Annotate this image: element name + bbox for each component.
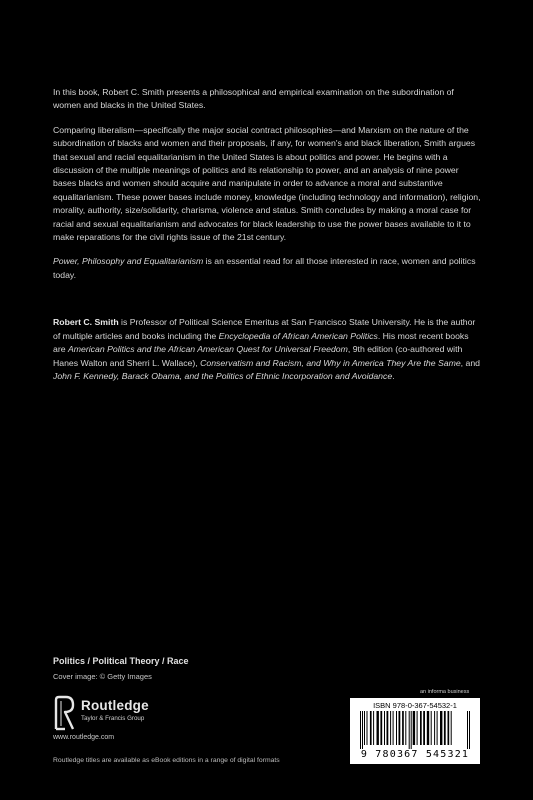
- description-paragraph: Comparing liberalism—specifically the major social contract philosophies—and Marxism on the nature of the subordination of blacks and women and their proposals, if any, for women's and black liberation, Smith argues that sexual and racial equalitarianism in the United States is about politics and power. He begins with a discussion of the multiple meanings of politics and its relationship to power, and an analysis of nine power bases blacks and women should acquire and manipulate in order to advance a moral and substantive equalitarianism. These power bases include money, knowledge (including technology and information), religion, morality, authority, size/solidarity, charisma, violence and status. Smith concludes by making a moral case for racial and sexual equalitarianism and advocates for black leadership to use the power bases available to it to make reparations for the civil rights issue of the 21st century.: [53, 124, 481, 243]
- isbn-barcode: [350, 698, 480, 764]
- informa-business-tag: an informa business: [420, 689, 470, 695]
- cover-image-credit: Cover image: © Getty Images: [53, 672, 152, 681]
- routledge-logo-icon: [53, 695, 77, 733]
- publisher-website: www.routledge.com: [53, 734, 115, 741]
- publisher-logo: [53, 695, 203, 735]
- isbn-label: ISBN 978-0-367-54532-1: [373, 701, 457, 710]
- publisher-name: Routledge: [81, 698, 149, 713]
- author-name: Robert C. Smith: [53, 317, 119, 328]
- book-title: Power, Philosophy and Equalitarianism: [53, 256, 204, 267]
- subject-categories: Politics / Political Theory / Race: [53, 656, 189, 666]
- recommendation-paragraph: Power, Philosophy and Equalitarianism is an essential read for all those interested in race, women and politics today.: [53, 256, 476, 280]
- publisher-group: Taylor & Francis Group: [81, 715, 145, 722]
- ebook-note: Routledge titles are available as eBook editions in a range of digital formats: [53, 757, 280, 764]
- author-bio: Robert C. Smith is Professor of Political Science Emeritus at San Francisco State University. He is the author of multiple articles and books including the Encyclopedia of African American Politics. His most recent books are American Politics and the African American Quest for Universal Freedom, 9th edition (co-authored with Hanes Walton and Sherri L. Wallace), Conservatism and Racism, and Why in America They Are the Same, and John F. Kennedy, Barack Obama, and the Politics of Ethnic Incorporation and Avoidance.: [53, 317, 480, 381]
- barcode-bars: [358, 711, 472, 749]
- intro-paragraph: In this book, Robert C. Smith presents a philosophical and empirical examination on the subordination of women and blacks in the United States.: [53, 87, 454, 111]
- barcode-number: 9 780367 545321: [360, 749, 470, 760]
- back-cover-text: [53, 86, 483, 394]
